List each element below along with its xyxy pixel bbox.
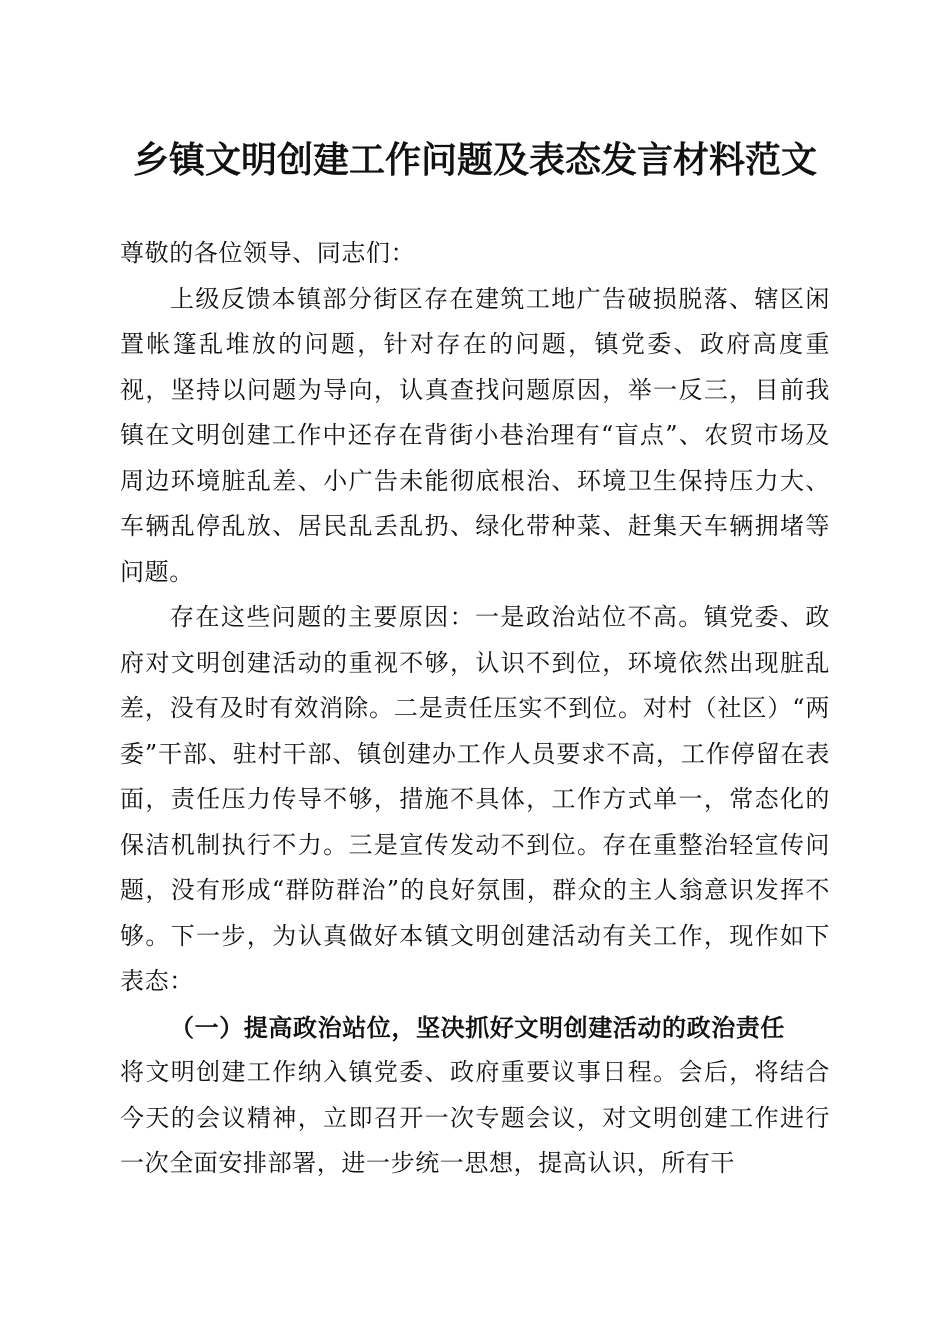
paragraph-closing: 将文明创建工作纳入镇党委、政府重要议事日程。会后，将结合今天的会议精神，立即召开一次专题会议，对文明创建工作进行一次全面安排部署，进一步统一思想，提高认识，所有干	[120, 1058, 830, 1177]
salutation: 尊敬的各位领导、同志们：	[120, 239, 416, 267]
section-heading: （一）提高政治站位，坚决抓好文明创建活动的政治责任	[170, 1012, 785, 1042]
paragraph-feedback: 上级反馈本镇部分街区存在建筑工地广告破损脱落、辖区闲置帐篷乱堆放的问题，针对存在的问题，镇党委、政府高度重视，坚持以问题为导向，认真查找问题原因，举一反三，目前我镇在文明创建工作中还存在背街小巷治理有“盲点”、农贸市场及周边环境脏乱差、小广告未能彻底根治、环境卫生保持压力大、车辆乱停乱放、居民乱丢乱扔、绿化带种菜、赶集天车辆拥堵等问题。	[120, 284, 830, 586]
document-title: 乡镇文明创建工作问题及表态发言材料范文	[132, 139, 817, 181]
document-body	[120, 231, 830, 1187]
paragraph-causes: 存在这些问题的主要原因：一是政治站位不高。镇党委、政府对文明创建活动的重视不够，认识不到位，环境依然出现脏乱差，没有及时有效消除。二是责任压实不到位。对村（社区）“两委”干部、驻村干部、镇创建办工作人员要求不高，工作停留在表面，责任压力传导不够，措施不具体，工作方式单一，常态化的保洁机制执行不力。三是宣传发动不到位。存在重整治轻宣传问题，没有形成“群防群治”的良好氛围，群众的主人翁意识发挥不够。下一步，为认真做好本镇文明创建活动有关工作，现作如下表态：	[120, 603, 830, 995]
